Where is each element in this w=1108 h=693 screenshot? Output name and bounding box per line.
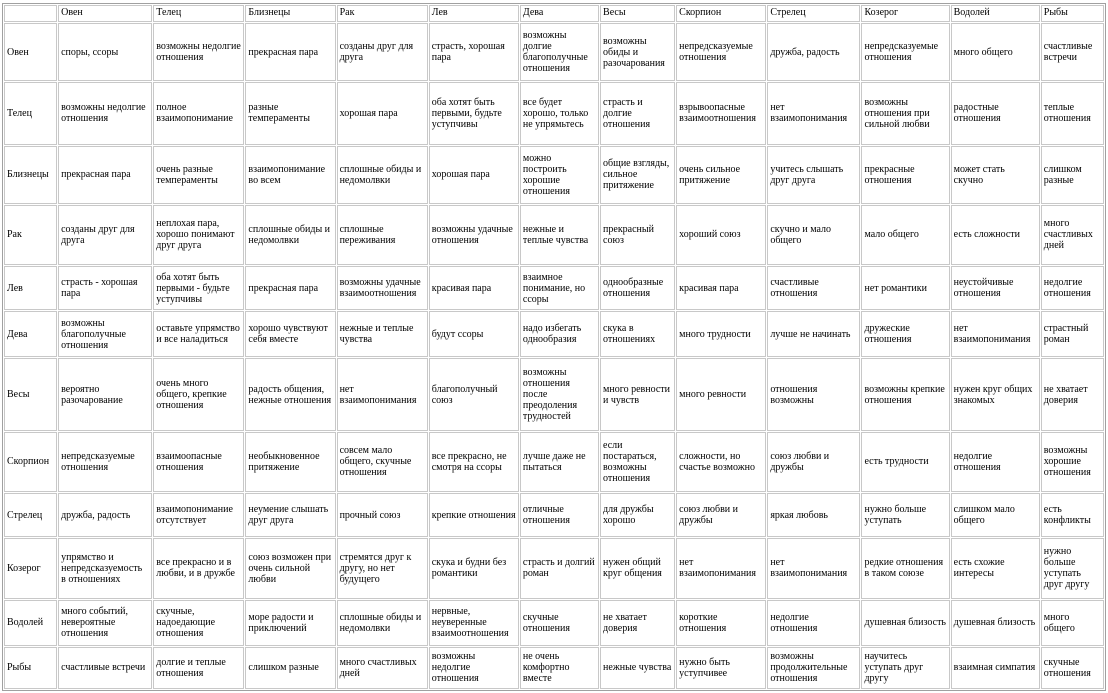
table-cell: страсть и долгие отношения [600,82,675,144]
table-cell: лучше даже не пытаться [520,432,599,492]
table-cell: редкие отношения в таком союзе [861,538,949,598]
table-cell: если постараться, возможны отношения [600,432,675,492]
table-cell: много событий, невероятные отношения [58,600,152,646]
table-cell: слишком разные [1041,146,1104,204]
table-cell: прекрасные отношения [861,146,949,204]
table-cell: общие взгляды, сильное притяжение [600,146,675,204]
table-cell: оба хотят быть первыми - будьте уступчивы [153,266,244,310]
table-cell: сложности, но счастье возможно [676,432,766,492]
table-row [4,146,1104,204]
table-cell: сплошные обиды и недомолвки [245,205,335,265]
table-cell: оба хотят быть первыми, будьте уступчивы [429,82,519,144]
row-header: Телец [4,82,57,144]
table-cell: нет взаимопонимания [767,82,860,144]
table-cell: возможны недолгие отношения [58,82,152,144]
col-header: Рыбы [1041,5,1104,22]
table-row [4,266,1104,310]
table-cell: хороший союз [676,205,766,265]
table-row [4,358,1104,430]
table-cell: не очень комфортно вместе [520,647,599,689]
col-header: Козерог [861,5,949,22]
table-cell: возможны благополучные отношения [58,311,152,357]
table-cell: недолгие отношения [1041,266,1104,310]
row-header: Рыбы [4,647,57,689]
table-cell: однообразные отношения [600,266,675,310]
table-cell: научитесь уступать друг другу [861,647,949,689]
table-cell: стремятся друг к другу, но нет будущего [337,538,428,598]
table-cell: нет взаимопонимания [337,358,428,430]
table-cell: радостные отношения [951,82,1040,144]
table-cell: неустойчивые отношения [951,266,1040,310]
row-header: Козерог [4,538,57,598]
table-cell: много счастливых дней [1041,205,1104,265]
table-cell: лучше не начинать [767,311,860,357]
table-cell: скучно и мало общего [767,205,860,265]
table-cell: есть трудности [861,432,949,492]
table-cell: нет взаимопонимания [767,538,860,598]
row-header: Стрелец [4,493,57,537]
table-cell: много трудности [676,311,766,357]
table-cell: возможны недолгие отношения [153,23,244,81]
table-cell: хорошая пара [429,146,519,204]
table-row [4,538,1104,598]
table-cell: возможны удачные отношения [429,205,519,265]
table-cell: возможны отношения при сильной любви [861,82,949,144]
table-cell: взрывоопасные взаимоотношения [676,82,766,144]
col-header: Весы [600,5,675,22]
table-cell: нужно быть уступчивее [676,647,766,689]
table-cell: прочный союз [337,493,428,537]
table-cell: страсть, хорошая пара [429,23,519,81]
table-row [4,432,1104,492]
table-cell: прекрасная пара [58,146,152,204]
table-cell: долгие и теплые отношения [153,647,244,689]
table-cell: возможны продолжительные отношения [767,647,860,689]
table-cell: счастливые отношения [767,266,860,310]
table-cell: душевная близость [861,600,949,646]
table-cell: можно построить хорошие отношения [520,146,599,204]
table-cell: вероятно разочарование [58,358,152,430]
table-cell: союз любви и дружбы [676,493,766,537]
table-cell: короткие отношения [676,600,766,646]
table-cell: нужно больше уступать друг другу [1041,538,1104,598]
table-cell: оставьте упрямство и все наладиться [153,311,244,357]
table-cell: нужен общий круг общения [600,538,675,598]
table-cell: нужно больше уступать [861,493,949,537]
table-cell: нервные, неуверенные взаимоотношения [429,600,519,646]
row-header: Весы [4,358,57,430]
table-cell: нежные и теплые чувства [337,311,428,357]
table-cell: все прекрасно и в любви, и в дружбе [153,538,244,598]
col-header: Скорпион [676,5,766,22]
table-cell: все прекрасно, не смотря на ссоры [429,432,519,492]
row-header: Дева [4,311,57,357]
table-cell: союз любви и дружбы [767,432,860,492]
table-cell: нежные и теплые чувства [520,205,599,265]
table-cell: слишком разные [245,647,335,689]
table-cell: возможны крепкие отношения [861,358,949,430]
table-cell: есть сложности [951,205,1040,265]
col-header: Водолей [951,5,1040,22]
table-cell: море радости и приключений [245,600,335,646]
table-cell: разные темпераменты [245,82,335,144]
table-cell: полное взаимопонимание [153,82,244,144]
table-cell: непредсказуемые отношения [676,23,766,81]
table-cell: очень много общего, крепкие отношения [153,358,244,430]
table-cell: благополучный союз [429,358,519,430]
table-cell: красивая пара [676,266,766,310]
col-header: Рак [337,5,428,22]
table-cell: очень сильное притяжение [676,146,766,204]
table-cell: скука и будни без романтики [429,538,519,598]
row-header: Водолей [4,600,57,646]
table-cell: взаимопонимание во всем [245,146,335,204]
table-cell: яркая любовь [767,493,860,537]
table-cell: для дружбы хорошо [600,493,675,537]
table-cell: есть конфликты [1041,493,1104,537]
table-cell: возможны отношения после преодоления трудностей [520,358,599,430]
col-header: Близнецы [245,5,335,22]
table-cell: много общего [1041,600,1104,646]
table-cell: мало общего [861,205,949,265]
table-cell: счастливые встречи [58,647,152,689]
table-cell: дружба, радость [58,493,152,537]
table-cell: непредсказуемые отношения [861,23,949,81]
table-cell: прекрасная пара [245,23,335,81]
table-cell: неплохая пара, хорошо понимают друг друга [153,205,244,265]
col-header: Овен [58,5,152,22]
table-cell: хорошая пара [337,82,428,144]
table-cell: скучные отношения [520,600,599,646]
table-cell: нет взаимопонимания [676,538,766,598]
corner-cell [4,5,57,22]
table-cell: много общего [951,23,1040,81]
table-cell: нужен круг общих знакомых [951,358,1040,430]
table-cell: взаимное понимание, но ссоры [520,266,599,310]
table-cell: взаимопонимание отсутствует [153,493,244,537]
row-header: Лев [4,266,57,310]
table-cell: страстный роман [1041,311,1104,357]
table-cell: непредсказуемые отношения [58,432,152,492]
table-cell: скучные, надоедающие отношения [153,600,244,646]
table-cell: слишком мало общего [951,493,1040,537]
table-cell: дружба, радость [767,23,860,81]
table-row [4,311,1104,357]
table-cell: отношения возможны [767,358,860,430]
row-header: Овен [4,23,57,81]
row-header: Рак [4,205,57,265]
table-cell: много ревности и чувств [600,358,675,430]
table-cell: страсть - хорошая пара [58,266,152,310]
table-row [4,600,1104,646]
table-row [4,647,1104,689]
table-row [4,493,1104,537]
table-cell: все будет хорошо, только не упрямьтесь [520,82,599,144]
row-header: Близнецы [4,146,57,204]
table-cell: созданы друг для друга [58,205,152,265]
header-row [4,5,1104,22]
table-cell: необыкновенное притяжение [245,432,335,492]
col-header: Стрелец [767,5,860,22]
table-cell: очень разные темпераменты [153,146,244,204]
table-cell: отличные отношения [520,493,599,537]
table-cell: хорошо чувствуют себя вместе [245,311,335,357]
table-cell: радость общения, нежные отношения [245,358,335,430]
table-cell: не хватает доверия [1041,358,1104,430]
table-cell: есть схожие интересы [951,538,1040,598]
table-cell: споры, ссоры [58,23,152,81]
table-cell: скучные отношения [1041,647,1104,689]
table-cell: крепкие отношения [429,493,519,537]
table-cell: не хватает доверия [600,600,675,646]
table-cell: прекрасная пара [245,266,335,310]
table-cell: надо избегать однообразия [520,311,599,357]
table-cell: созданы друг для друга [337,23,428,81]
table-cell: скука в отношениях [600,311,675,357]
table-cell: страсть и долгий роман [520,538,599,598]
table-cell: нет взаимопонимания [951,311,1040,357]
table-cell: будут ссоры [429,311,519,357]
col-header: Телец [153,5,244,22]
table-cell: недолгие отношения [951,432,1040,492]
table-cell: неумение слышать друг друга [245,493,335,537]
table-cell: союз возможен при очень сильной любви [245,538,335,598]
table-cell: много ревности [676,358,766,430]
table-cell: упрямство и непредсказуемость в отношениях [58,538,152,598]
table-cell: много счастливых дней [337,647,428,689]
table-cell: возможны недолгие отношения [429,647,519,689]
col-header: Лев [429,5,519,22]
table-cell: может стать скучно [951,146,1040,204]
col-header: Дева [520,5,599,22]
table-cell: сплошные обиды и недомолвки [337,600,428,646]
table-cell: счастливые встречи [1041,23,1104,81]
table-cell: дружеские отношения [861,311,949,357]
table-cell: учитесь слышать друг друга [767,146,860,204]
table-cell: нет романтики [861,266,949,310]
table-row [4,205,1104,265]
table-cell: совсем мало общего, скучные отношения [337,432,428,492]
table-cell: возможны хорошие отношения [1041,432,1104,492]
table-row [4,82,1104,144]
table-cell: возможны удачные взаимоотношения [337,266,428,310]
row-header: Скорпион [4,432,57,492]
compatibility-table [2,3,1106,691]
table-cell: нежные чувства [600,647,675,689]
table-cell: красивая пара [429,266,519,310]
table-cell: сплошные обиды и недомолвки [337,146,428,204]
table-cell: прекрасный союз [600,205,675,265]
table-cell: душевная близость [951,600,1040,646]
table-cell: взаимоопасные отношения [153,432,244,492]
table-row [4,23,1104,81]
table-cell: теплые отношения [1041,82,1104,144]
table-cell: недолгие отношения [767,600,860,646]
table-cell: возможны обиды и разочарования [600,23,675,81]
table-cell: взаимная симпатия [951,647,1040,689]
table-cell: сплошные переживания [337,205,428,265]
table-cell: возможны долгие благополучные отношения [520,23,599,81]
